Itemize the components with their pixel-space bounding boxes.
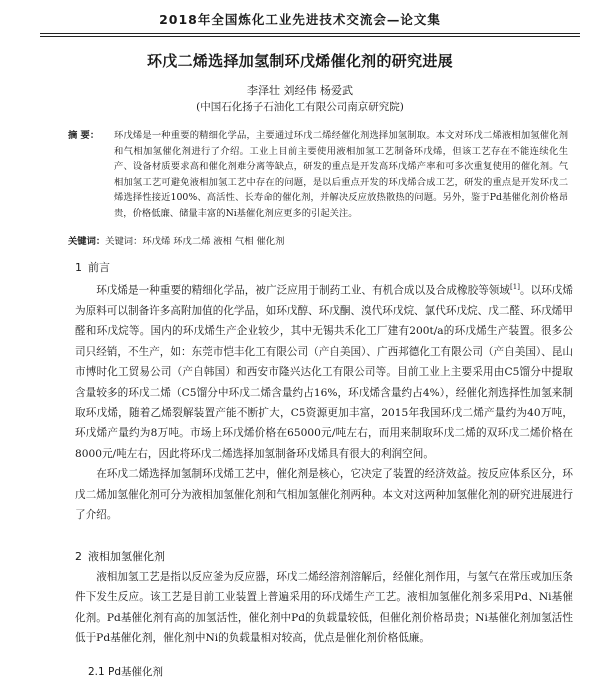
running-header: 2018年全国炼化工业先进技术交流会—论文集: [159, 12, 441, 27]
abstract-label: 摘 要：: [68, 130, 100, 141]
citation: [1]: [510, 283, 520, 291]
para-text: 环戊烯是一种重要的精细化学品，被广泛应用于制药工业、有机合成以及合成橡胶等领域: [96, 284, 511, 297]
abstract-text: 环戊烯是一种重要的精细化学品，主要通过环戊二烯经催化剂选择加氢制取。本文对环戊二烯液相加氢催化剂和气相加氢催化剂进行了介绍。工业上目前主要使用液相加氢工艺制备环戊烯，但该工艺存在不能连续化生产、设备材质要求高和催化剂难分离等缺点，研发的重点是开发高环戊烯产率和可多次重复使用的催化剂。气相加氢工艺可避免液相加氢工艺中存在的问题，是以后重点开发的环戊烯合成工艺，研发的重点是开发环戊二烯选择性接近100%、高活性、长寿命的催化剂，并解决反应放热散热的问题。另外，鉴于Pd基催化剂价格昂贵，价格低廉、储量丰富的Ni基催化剂应更多的引起关注。: [114, 130, 568, 219]
header-rule: [40, 33, 580, 34]
section-2-body: [75, 567, 573, 649]
abstract: [68, 128, 568, 221]
authors: 李泽壮 刘经伟 杨爱武: [247, 84, 353, 97]
subsection-2-1-title: Pd基催化剂: [108, 666, 164, 678]
section-1-paragraph-2: 在环戊二烯选择加氢制环戊烯工艺中，催化剂是核心，它决定了装置的经济效益。按反应体系区分，环戊二烯加氢催化剂可分为液相加氢催化剂和气相加氢催化剂两种。本文对这两种加氢催化剂的研究进展进行了介绍。: [75, 468, 573, 521]
paper-title: 环戊二烯选择加氢制环戊烯催化剂的研究进展: [146, 52, 453, 70]
section-2-heading: [75, 548, 165, 564]
section-1-title: 前言: [88, 261, 110, 274]
section-2-paragraph-1: 液相加氢工艺是指以反应釜为反应器，环戊二烯经溶剂溶解后，经催化剂作用，与氢气在常压或加压条件下发生反应。该工艺是目前工业装置上普遍采用的环戊烯生产工艺。液相加氢催化剂多采用Pd、Ni基催化剂。Pd基催化剂有高的加氢活性，催化剂中Pd的负载量较低，但催化剂价格昂贵；Ni基催化剂加氢活性低于Pd基催化剂，催化剂中Ni的负载量相对较高，优点是催化剂价格低廉。: [75, 571, 573, 645]
section-1-body: [75, 277, 573, 525]
section-1-paragraph-1: [75, 277, 573, 464]
keywords-text: 关键词：环戊烯 环戊二烯 液相 气相 催化剂: [105, 236, 285, 247]
section-1-number: 1: [75, 261, 82, 274]
para-text-cont: 。以环戊烯为原料可以制备许多高附加值的化学品，如环戊醇、环戊酮、溴代环戊烷、氯代环戊烷、戊二醛、环戊烯甲醛和环戊烷等。国内的环戊烯生产企业较少，其中无锡共禾化工厂建有200t/a的环戊烯生产装置。很多公司只经销，不生产，如：东莞市恺丰化工有限公司（产自美国）、广西邦德化工有限公司（产自美国）、昆山市博时化工贸易公司（产自韩国）和西安市隆兴达化工有限公司等。目前工业上主要采用由C5馏分中提取含量较多的环戊二烯（C5馏分中环戊二烯含量约占16%，环戊烯含量约占4%），经催化剂选择性加氢来制取环戊烯，随着乙烯裂解装置产能不断扩大，C5资源更加丰富，2015年我国环戊二烯产量约为40万吨，环戊烯产量约为8万吨。市场上环戊烯价格在65000元/吨左右，而用来制取环戊二烯的双环戊二烯价格在8000元/吨左右，因此将环戊二烯选择加氢制备环戊烯具有很大的利润空间。: [75, 284, 574, 460]
affiliation: (中国石化扬子石油化工有限公司南京研究院): [196, 101, 404, 113]
subsection-2-1-heading: [88, 664, 163, 679]
header-rule-thin: [40, 36, 580, 37]
section-1-heading: [75, 259, 110, 275]
section-2-number: 2: [75, 550, 82, 563]
section-2-title: 液相加氢催化剂: [88, 550, 165, 563]
subsection-2-1-number: 2.1: [88, 666, 105, 678]
keywords: [68, 234, 568, 249]
keywords-label: 关键词：: [68, 236, 106, 247]
